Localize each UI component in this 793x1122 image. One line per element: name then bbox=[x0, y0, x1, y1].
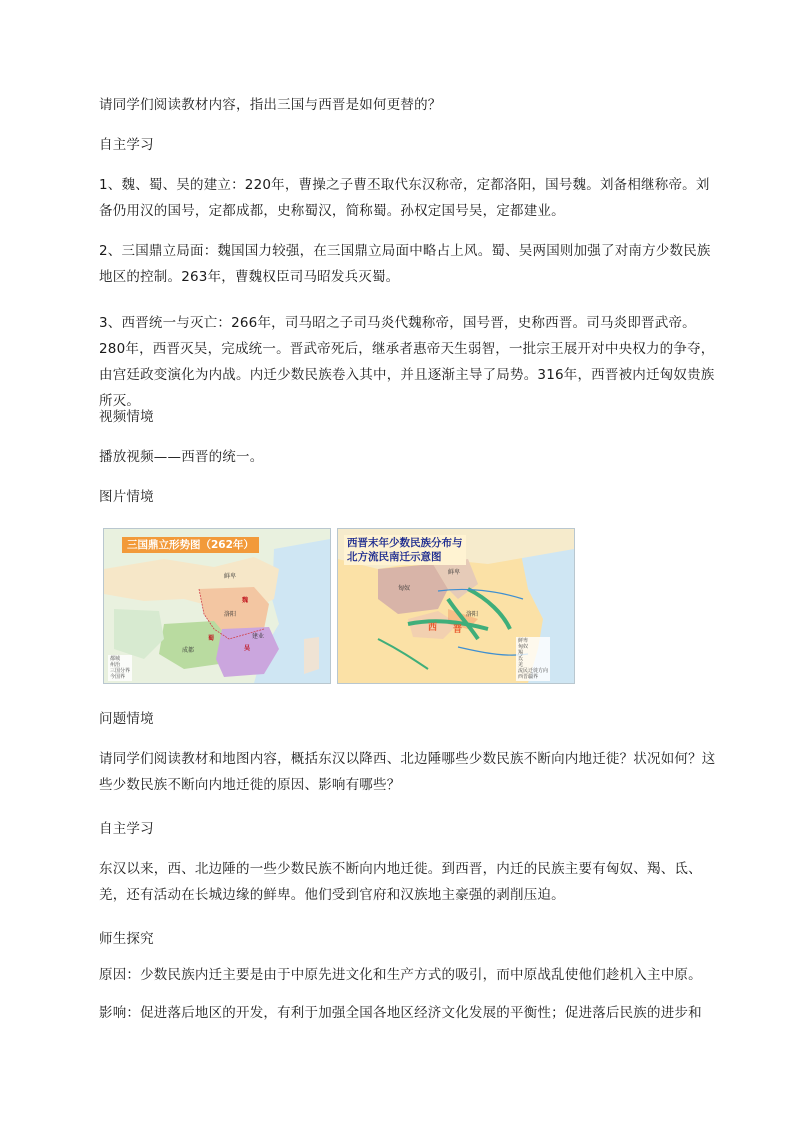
map-western-jin-legend bbox=[516, 637, 550, 681]
label-xiongnu: 匈奴 bbox=[398, 585, 411, 592]
heading-video: 视频情境 bbox=[99, 409, 154, 425]
heading-self-study-2: 自主学习 bbox=[99, 821, 154, 837]
label-wei: 魏 bbox=[242, 597, 249, 604]
legend-item: 流民迁徙方向 bbox=[518, 668, 549, 674]
self-study-2-text: 东汉以来，西、北边陲的一些少数民族不断向内地迁徙。到西晋，内迁的民族主要有匈奴、羯、氐、羌，还有活动在长城边缘的鲜卑。他们受到官府和汉族地主豪强的剥削压迫。 bbox=[99, 861, 702, 903]
paragraph-item-3: 3、西晋统一与灭亡：266年，司马昭之子司马炎代魏称帝，国号晋，史称西晋。司马炎即晋武帝。280年，西晋灭吴，完成统一。晋武帝死后，继承者惠帝天生弱智，一批宗王展开对中央权力的争夺，由宫廷政变演化为内战。内迁少数民族卷入其中，并且逐渐主导了局势。316年，西晋被内迁匈奴贵族所灭。 bbox=[99, 315, 715, 409]
legend-item: 羌 bbox=[518, 662, 524, 668]
label-xianbei-1: 鲜卑 bbox=[224, 573, 237, 580]
legend-item: 鲜卑 bbox=[518, 638, 529, 644]
map-three-kingdoms-legend bbox=[108, 655, 132, 681]
label-wu: 吴 bbox=[244, 645, 251, 652]
label-chengdu: 成都 bbox=[182, 647, 195, 654]
paragraph-item-2: 2、三国鼎立局面：魏国国力较强，在三国鼎立局面中略占上风。蜀、吴两国则加强了对南方少数民族地区的控制。263年，曹魏权臣司马昭发兵灭蜀。 bbox=[99, 243, 711, 285]
heading-explore: 师生探究 bbox=[99, 931, 154, 947]
legend-item: 匈奴 bbox=[518, 644, 529, 650]
map-western-jin-title-line-1: 西晋末年少数民族分布与 bbox=[347, 537, 463, 549]
label-luoyang-2: 洛阳 bbox=[466, 611, 479, 618]
map-three-kingdoms-title: 三国鼎立形势图（262年） bbox=[122, 537, 259, 553]
legend-item: 羯 bbox=[518, 650, 524, 656]
legend-item: 西晋疆界 bbox=[518, 674, 539, 680]
legend-item: 氐 bbox=[518, 656, 524, 662]
map-western-jin-title bbox=[344, 535, 466, 565]
cause-text: 原因：少数民族内迁主要是由于中原先进文化和生产方式的吸引，而中原战乱使他们趁机入主中原。 bbox=[99, 967, 702, 983]
question-text: 请同学们阅读教材和地图内容，概括东汉以降西、北边陲哪些少数民族不断向内地迁徙？状况如何？这些少数民族不断向内地迁徙的原因、影响有哪些？ bbox=[99, 751, 716, 793]
heading-self-study-1: 自主学习 bbox=[99, 137, 154, 153]
label-xianbei-2: 鲜卑 bbox=[448, 569, 461, 576]
legend-item: 三国分界 bbox=[110, 668, 131, 674]
paragraph-item-1: 1、魏、蜀、吴的建立：220年，曹操之子曹丕取代东汉称帝，定都洛阳，国号魏。刘备相继称帝。刘备仍用汉的国号，定都成都，史称蜀汉，简称蜀。孙权定国号吴，定都建业。 bbox=[99, 177, 710, 219]
legend-item: 今国界 bbox=[110, 674, 126, 680]
effect-text: 影响：促进落后地区的开发，有利于加强全国各地区经济文化发展的平衡性；促进落后民族的进步和 bbox=[99, 1005, 702, 1021]
video-text: 播放视频——西晋的统一。 bbox=[99, 449, 264, 465]
map-three-kingdoms bbox=[103, 528, 331, 684]
label-jianye: 建业 bbox=[252, 633, 265, 640]
map-western-jin-title-line-2: 北方流民南迁示意图 bbox=[347, 551, 442, 563]
heading-image: 图片情境 bbox=[99, 489, 154, 505]
heading-question: 问题情境 bbox=[99, 711, 154, 727]
label-shu: 蜀 bbox=[208, 635, 215, 642]
legend-item: 州治 bbox=[110, 662, 121, 668]
intro-question: 请同学们阅读教材内容，指出三国与西晋是如何更替的？ bbox=[99, 97, 442, 113]
map-western-jin bbox=[337, 528, 575, 684]
label-luoyang-1: 洛阳 bbox=[224, 611, 237, 618]
label-xi: 西 bbox=[428, 623, 438, 633]
label-jin: 晋 bbox=[453, 625, 463, 635]
legend-item: 都城 bbox=[110, 656, 121, 662]
